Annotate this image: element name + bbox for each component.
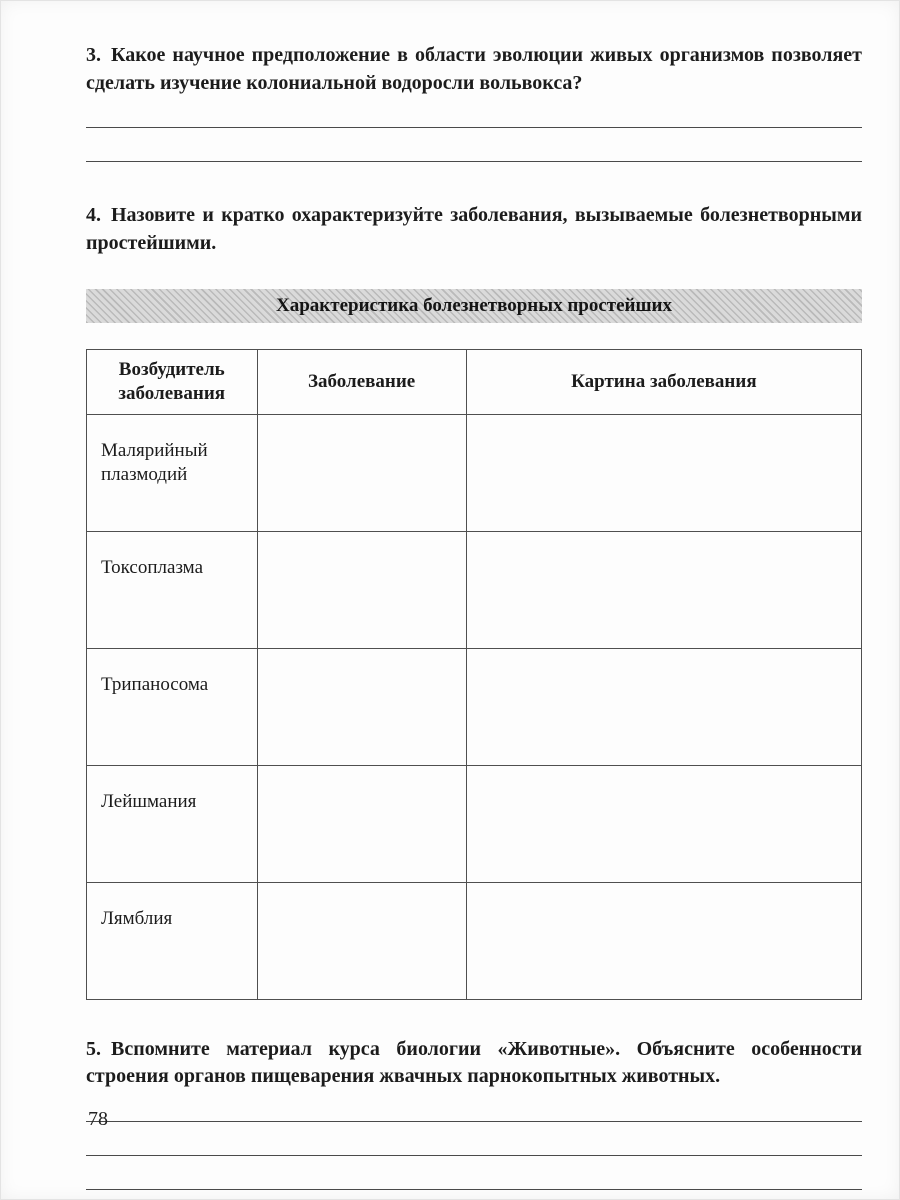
question-4-number: 4. xyxy=(86,204,101,227)
header-disease: Заболевание xyxy=(257,350,466,415)
header-picture: Картина заболевания xyxy=(466,350,861,415)
table-header-row xyxy=(87,350,862,415)
question-5-text: Вспомните материал курса биологии «Животные». Объясните особенности строения органов пищеварения жвачных парнокопытных животных. xyxy=(86,1037,862,1088)
question-3 xyxy=(86,42,862,97)
question-5-number: 5. xyxy=(86,1037,101,1060)
answer-line xyxy=(86,1093,862,1122)
pathogens-table xyxy=(86,349,862,1000)
empty-picture-cell xyxy=(466,882,861,999)
question-4-text: Назовите и кратко охарактеризуйте заболевания, вызываемые болезнетворными простейшими. xyxy=(86,204,862,254)
answer-line xyxy=(86,128,862,162)
question-4 xyxy=(86,202,862,257)
page-number: 78 xyxy=(88,1108,108,1130)
question-5 xyxy=(86,1036,862,1091)
table-row xyxy=(87,531,862,648)
question-3-number: 3. xyxy=(86,44,101,66)
table-row xyxy=(87,414,862,531)
answer-line xyxy=(86,99,862,128)
empty-disease-cell xyxy=(257,414,466,531)
question-3-answer-area xyxy=(86,99,862,162)
question-5-answer-area xyxy=(86,1093,862,1190)
workbook-page xyxy=(86,42,862,1190)
table-title-band xyxy=(86,289,862,323)
empty-picture-cell xyxy=(466,648,861,765)
empty-disease-cell xyxy=(257,531,466,648)
empty-picture-cell xyxy=(466,414,861,531)
table-row xyxy=(87,882,862,999)
empty-picture-cell xyxy=(466,765,861,882)
table-row xyxy=(87,648,862,765)
pathogen-name: Трипаносома xyxy=(87,648,258,765)
answer-line xyxy=(86,1122,862,1156)
pathogen-name: Токсоплазма xyxy=(87,531,258,648)
empty-disease-cell xyxy=(257,765,466,882)
pathogen-name: Лейшмания xyxy=(87,765,258,882)
header-pathogen: Возбудитель заболевания xyxy=(87,350,258,415)
table-row xyxy=(87,765,862,882)
answer-line xyxy=(86,1156,862,1190)
empty-disease-cell xyxy=(257,882,466,999)
empty-picture-cell xyxy=(466,531,861,648)
question-3-text: Какое научное предположение в области эволюции живых организмов позволяет сделать изучение колониальной водоросли вольвокса? xyxy=(86,44,862,94)
table-title: Характеристика болезнетворных простейших xyxy=(276,295,672,317)
pathogen-name: Малярийный плазмодий xyxy=(87,414,258,531)
pathogen-name: Лямблия xyxy=(87,882,258,999)
empty-disease-cell xyxy=(257,648,466,765)
